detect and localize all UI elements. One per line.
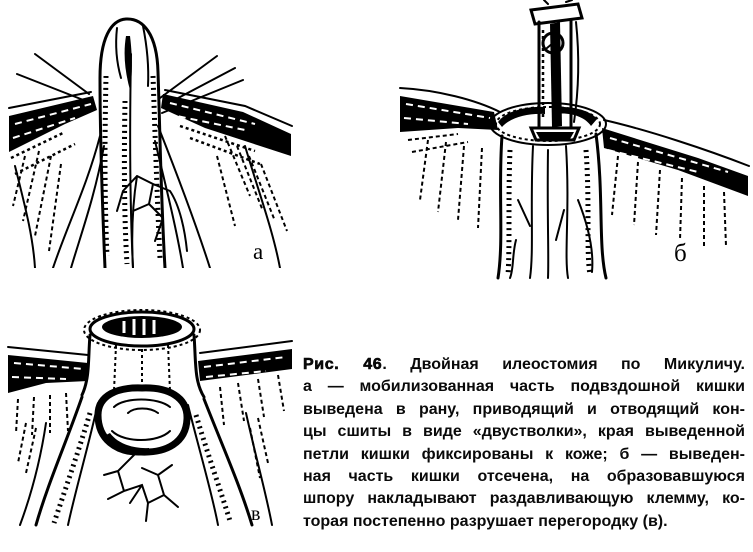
caption-line: торая постепенно разрушает перегородку (в). bbox=[303, 512, 668, 530]
caption-line: ная часть кишки отсечена, на образовавшуюся bbox=[303, 468, 745, 486]
caption-line: а — мобилизованная часть подвздошной кишки bbox=[303, 378, 745, 396]
figure-a-label: а bbox=[253, 239, 264, 264]
caption-line: цы сшиты в виде «двустволки», края выведенной bbox=[303, 423, 745, 441]
caption-line: шпору накладывают раздавливающую клемму, ко- bbox=[303, 490, 745, 508]
figure-a bbox=[5, 6, 295, 268]
figure-v-label: в bbox=[251, 503, 261, 525]
caption-line: петли кишки фиксированы к коже; б — выведен- bbox=[303, 445, 745, 463]
caption-figure-number: Рис. 46 bbox=[303, 356, 383, 373]
caption-title: . Двойная илеостомия по Микуличу. bbox=[382, 356, 745, 373]
caption-line: выведена в рану, приводящий и отводящий кон- bbox=[303, 400, 745, 418]
figure-v-illustration bbox=[6, 303, 294, 528]
figure-b bbox=[398, 0, 750, 280]
figure-a-illustration bbox=[5, 6, 295, 268]
caption-title-line bbox=[303, 354, 745, 376]
figure-b-illustration bbox=[398, 0, 750, 280]
figure-b-label: б bbox=[674, 240, 687, 267]
figure-v bbox=[6, 303, 294, 528]
figure-caption bbox=[303, 354, 745, 533]
